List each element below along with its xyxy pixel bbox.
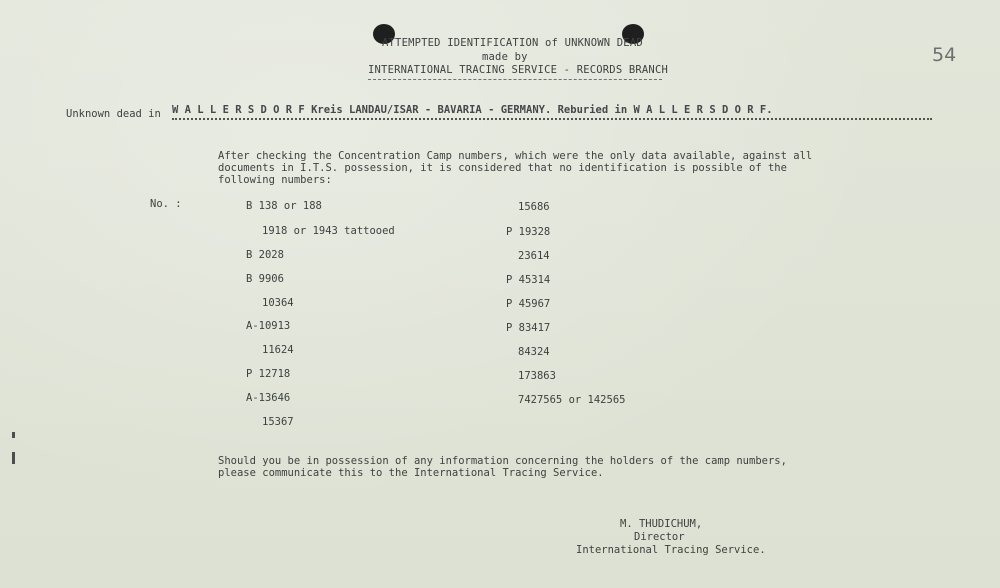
camp-number: P 45314 (506, 274, 551, 286)
camp-number: 7427565 or 142565 (518, 394, 626, 406)
camp-number: 84324 (518, 346, 550, 358)
signatory-title: Director (634, 531, 685, 543)
camp-number: P 83417 (506, 322, 551, 334)
camp-number: B 9906 (246, 273, 284, 285)
edge-mark (12, 432, 15, 438)
camp-number: 15686 (518, 201, 550, 213)
intro-paragraph: After checking the Concentration Camp numbers, which were the only data available, against all documents in I.T.S. possession, it is considered that no identification is possible of the following numbers: (218, 150, 813, 186)
camp-number: 10364 (262, 297, 294, 309)
page-number: 54 (932, 44, 957, 66)
camp-number: 173863 (518, 370, 556, 382)
burial-location: W A L L E R S D O R F Kreis LANDAU/ISAR - BAVARIA - GERMANY. Reburied in W A L L E R S D O R F. (172, 104, 932, 120)
camp-number: P 19328 (506, 226, 551, 238)
header-underline (368, 79, 662, 80)
camp-number: A-13646 (246, 392, 291, 404)
unknown-dead-label: Unknown dead in (66, 108, 161, 120)
camp-number: P 45967 (506, 298, 551, 310)
camp-number: 1918 or 1943 tattooed (262, 225, 395, 237)
camp-number: P 12718 (246, 368, 291, 380)
signatory-organization: International Tracing Service. (576, 544, 766, 556)
edge-mark (12, 452, 15, 464)
numbers-label: No. : (150, 198, 182, 210)
camp-number: A-10913 (246, 320, 291, 332)
signatory-name: M. THUDICHUM, (620, 518, 703, 530)
camp-number: 11624 (262, 344, 294, 356)
camp-number: 23614 (518, 250, 550, 262)
made-by-line: made by (482, 51, 528, 63)
closing-paragraph: Should you be in possession of any information concerning the holders of the camp numbers, please communicate this to the International Tracing Service. (218, 455, 787, 479)
document-title: ATTEMPTED IDENTIFICATION of UNKNOWN DEAD (382, 37, 643, 49)
camp-number: B 138 or 188 (246, 200, 322, 212)
camp-number: B 2028 (246, 249, 284, 261)
organization-line: INTERNATIONAL TRACING SERVICE - RECORDS BRANCH (368, 64, 668, 76)
camp-number: 15367 (262, 416, 294, 428)
